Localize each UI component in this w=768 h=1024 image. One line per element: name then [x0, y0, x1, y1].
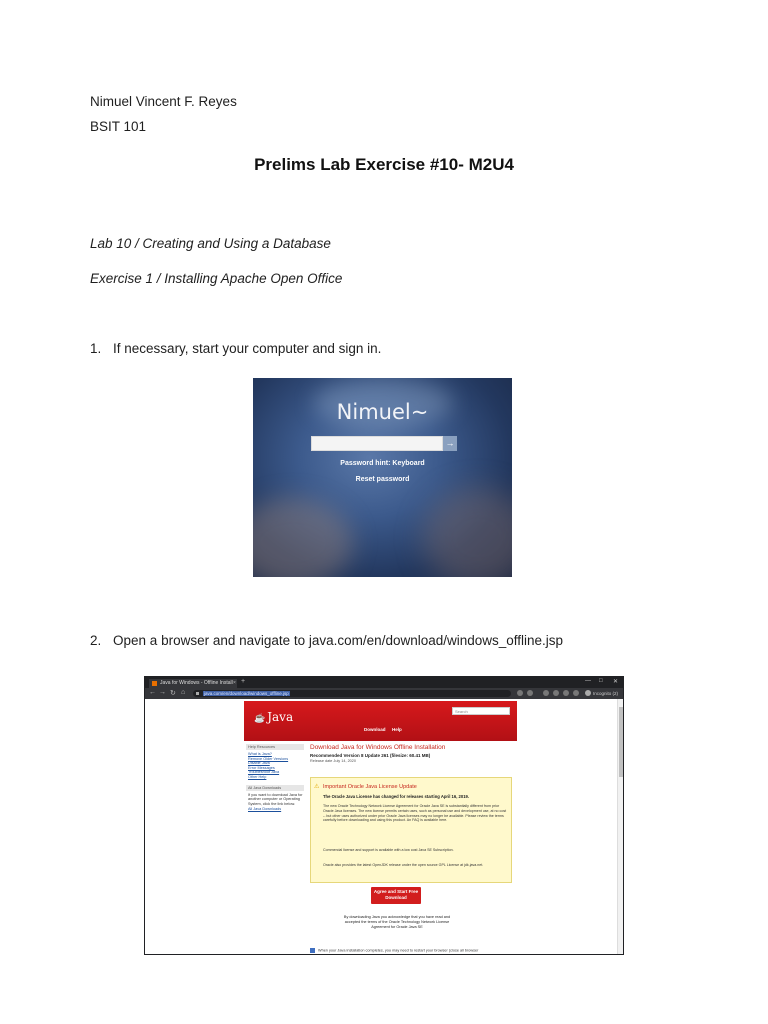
login-username: Nimuel~ — [336, 400, 429, 424]
reload-icon: ↻ — [170, 690, 176, 697]
url-field — [193, 690, 511, 697]
password-input — [311, 436, 443, 451]
minimize-icon: — — [585, 678, 591, 684]
extension-icon — [553, 690, 559, 696]
sidebar-text: If you want to download Java for another computer or Operating System, click the link below. — [248, 792, 303, 807]
lock-icon — [196, 692, 199, 695]
main-content — [310, 744, 515, 763]
step-text: Open a browser and navigate to java.com/en/download/windows_offline.jsp — [113, 633, 564, 648]
class-label: BSIT 101 — [90, 119, 147, 134]
install-note: When your Java installation completes, you may need to restart your browser (close all browser — [310, 948, 520, 953]
notice-title: Important Oracle Java License Update — [323, 784, 417, 790]
notice-headline: The Oracle Java License has changed for releases starting April 16, 2019. — [323, 794, 470, 799]
release-date: Release date July 14, 2020 — [310, 759, 357, 763]
window-close-icon: ✕ — [613, 679, 619, 685]
back-icon: ← — [149, 689, 156, 696]
sidebar-header: All Java Downloads — [246, 785, 304, 791]
sidebar-link: What is Java? — [248, 752, 272, 756]
sidebar-header: Help Resources — [246, 744, 304, 750]
java-favicon-icon — [152, 681, 157, 686]
java-cup-icon: ☕ — [254, 714, 266, 724]
step-1 — [90, 341, 381, 356]
browser-screenshot — [144, 676, 624, 955]
login-screenshot — [253, 378, 512, 577]
background-blur — [423, 488, 512, 577]
download-note: By downloading Java you acknowledge that you have read and accepted the terms of the Oracle Technology Network License Agreement for Oracle Java SE — [343, 915, 451, 929]
page-title: Prelims Lab Exercise #10- M2U4 — [254, 155, 514, 174]
download-title: Download Java for Windows Offline Installation — [310, 744, 446, 751]
browser-tab — [149, 679, 237, 688]
notice-paragraph: Oracle also provides the latest OpenJDK release under the open source GPL License at jdk.java.net. — [323, 863, 484, 867]
reset-password-link: Reset password — [355, 476, 410, 483]
exercise-subtitle: Exercise 1 / Installing Apache Open Office — [90, 271, 343, 286]
star-icon — [527, 690, 533, 696]
extension-icon — [573, 690, 579, 696]
url-text: java.com/en/download/windows_offline.jsp — [204, 691, 289, 696]
notice-paragraph: Commercial license and support is available with a low cost Java SE Subscription. — [323, 848, 454, 852]
incognito-icon — [585, 690, 591, 696]
info-icon — [310, 948, 315, 953]
recommended-version: Recommended Version 8 Update 261 (filesize: 60.41 MB) — [310, 753, 431, 758]
new-tab-icon: + — [241, 678, 246, 685]
forward-icon: → — [159, 689, 166, 696]
extension-icon — [543, 690, 549, 696]
java-logo: ☕ Java — [254, 710, 294, 724]
sidebar-link: Error Messages — [248, 765, 275, 770]
notice-paragraph: The new Oracle Technology Network License Agreement for Oracle Java SE is substantially different from prior Oracle Java licenses. The new license permits certain uses, such as personal use and development use, at no cost -- but other uses authorized under prior Oracle Java licenses may no longer be available. Please review the terms carefully before downloading and using this product. An FAQ is available here. — [323, 804, 507, 823]
step-number: 1. — [90, 341, 102, 356]
scrollbar — [617, 699, 623, 954]
close-icon: × — [233, 680, 236, 686]
step-text: If necessary, start your computer and sign in. — [113, 341, 382, 356]
nav-help: Help — [392, 727, 402, 732]
sidebar-link: All Java Downloads — [248, 806, 282, 811]
download-button: Agree and Start Free Download — [371, 887, 421, 904]
sidebar-link: Other Help — [248, 774, 267, 779]
step-number: 2. — [90, 633, 102, 648]
author-name: Nimuel Vincent F. Reyes — [90, 94, 237, 109]
background-blur — [253, 498, 353, 577]
step-2 — [90, 633, 563, 648]
sidebar-link: Remove Older Versions — [248, 756, 289, 761]
maximize-icon: □ — [599, 678, 603, 684]
sidebar-link: Disable Java — [248, 761, 270, 766]
sidebar — [246, 744, 304, 812]
java-header — [244, 701, 517, 741]
tab-bar — [145, 677, 623, 688]
scroll-thumb — [619, 707, 623, 777]
nav-download: Download — [364, 727, 386, 732]
incognito-label: Incognito (2) — [593, 691, 619, 696]
arrow-right-icon: → — [443, 436, 457, 451]
extension-icon — [517, 690, 523, 696]
sidebar-link: Troubleshoot Java — [248, 770, 280, 775]
tab-title: Java for Windows - Offline Install — [160, 680, 233, 686]
extension-icon — [563, 690, 569, 696]
license-notice — [310, 777, 512, 883]
password-hint: Password hint: Keyboard — [340, 460, 425, 467]
lab-subtitle: Lab 10 / Creating and Using a Database — [90, 236, 331, 251]
warning-icon: ⚠ — [314, 784, 320, 790]
home-icon: ⌂ — [181, 689, 186, 696]
address-bar — [145, 688, 623, 699]
search-input: Search — [452, 707, 510, 715]
